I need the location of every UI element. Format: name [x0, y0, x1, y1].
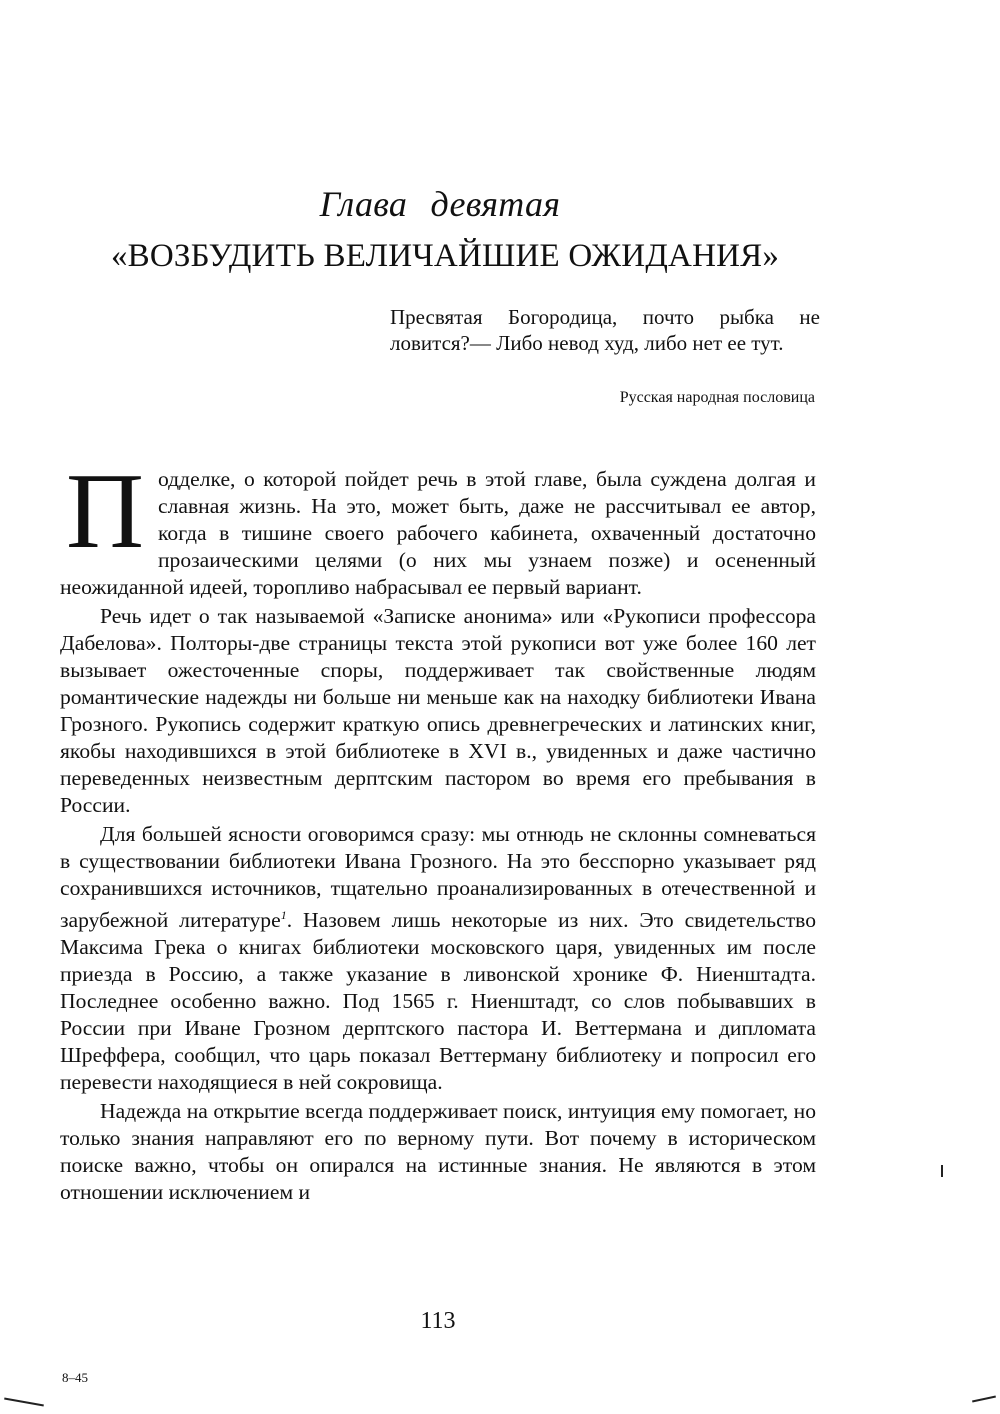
paragraph-3-text-b: . Назовем лишь некоторые из них. Это свидетельство Максима Грека о книгах библиотеки московского царя, увиденных им после приезда в Россию, а также указание в ливонской хронике Ф. Ниенштадта. Последнее особенно важно. Под 1565 г. Ниенштадт, со слов побывавших в России при Иване Грозном дерптского пастора И. Веттермана и дипломата Шреффера, сообщил, что царь показал Веттерману библиотеку и попросил его перевести находящиеся в ней сокровища.	[60, 908, 816, 1095]
scan-artifact-mark	[972, 1396, 996, 1403]
epigraph-text: Пресвятая Богородица, почто рыбка не ловится?— Либо невод худ, либо нет ее тут.	[390, 305, 820, 355]
body-text	[60, 452, 816, 1208]
paragraph-4: Надежда на открытие всегда поддерживает поиск, интуиция ему помогает, но только знания направляют его по верному пути. Вот почему в историческом поиске важно, чтобы он опирался на истинные знания. Не являются в этом отношении исключением и	[60, 1099, 816, 1205]
paragraph-1	[60, 452, 816, 601]
footnote-marker: 1	[280, 908, 287, 922]
paragraph-2: Речь идет о так называемой «Записке анонима» или «Рукописи профессора Дабелова». Полторы-две страницы текста этой рукописи вот уже более 160 лет вызывает ожесточенные споры, поддерживает так свойственные людям романтические надежды ни больше ни меньше как на находку библиотеки Ивана Грозного. Рукопись содержит краткую опись древнегреческих и латинских книг, якобы находившихся в этой библиотеке в XVI в., увиденных и даже частично переведенных неизвестным дерптским пастором во время его пребывания в России.	[60, 604, 816, 817]
chapter-title: «ВОЗБУДИТЬ ВЕЛИЧАЙШИЕ ОЖИДАНИЯ»	[110, 238, 780, 274]
paragraph-3	[60, 821, 816, 1096]
page-number: 113	[420, 1308, 456, 1334]
chapter-label: Глава девятая	[319, 184, 561, 224]
scan-artifact-mark	[941, 1165, 943, 1177]
scan-artifact-mark	[4, 1398, 44, 1407]
printer-signature: 8–45	[62, 1370, 88, 1385]
paragraph-3-text-a: Для большей ясности оговоримся сразу: мы отнюдь не склонны сомневаться в существовании библиотеки Ивана Грозного. На это бесспорно указывает ряд сохранившихся источников, тщательно проанализированных в отечественной и зарубежной литературе	[60, 822, 816, 933]
epigraph-source: Русская народная пословица	[619, 389, 815, 406]
drop-cap: П	[66, 452, 144, 571]
paragraph-1-text: одделке, о которой пойдет речь в этой главе, была суждена долгая и славная жизнь. На это, может быть, даже не рассчитывал ее автор, когда в тишине своего рабочего кабинета, охваченный достаточно прозаическими целями (о них мы узнаем позже) и осененный неожиданной идеей, торопливо набрасывал ее первый вариант.	[60, 467, 816, 599]
